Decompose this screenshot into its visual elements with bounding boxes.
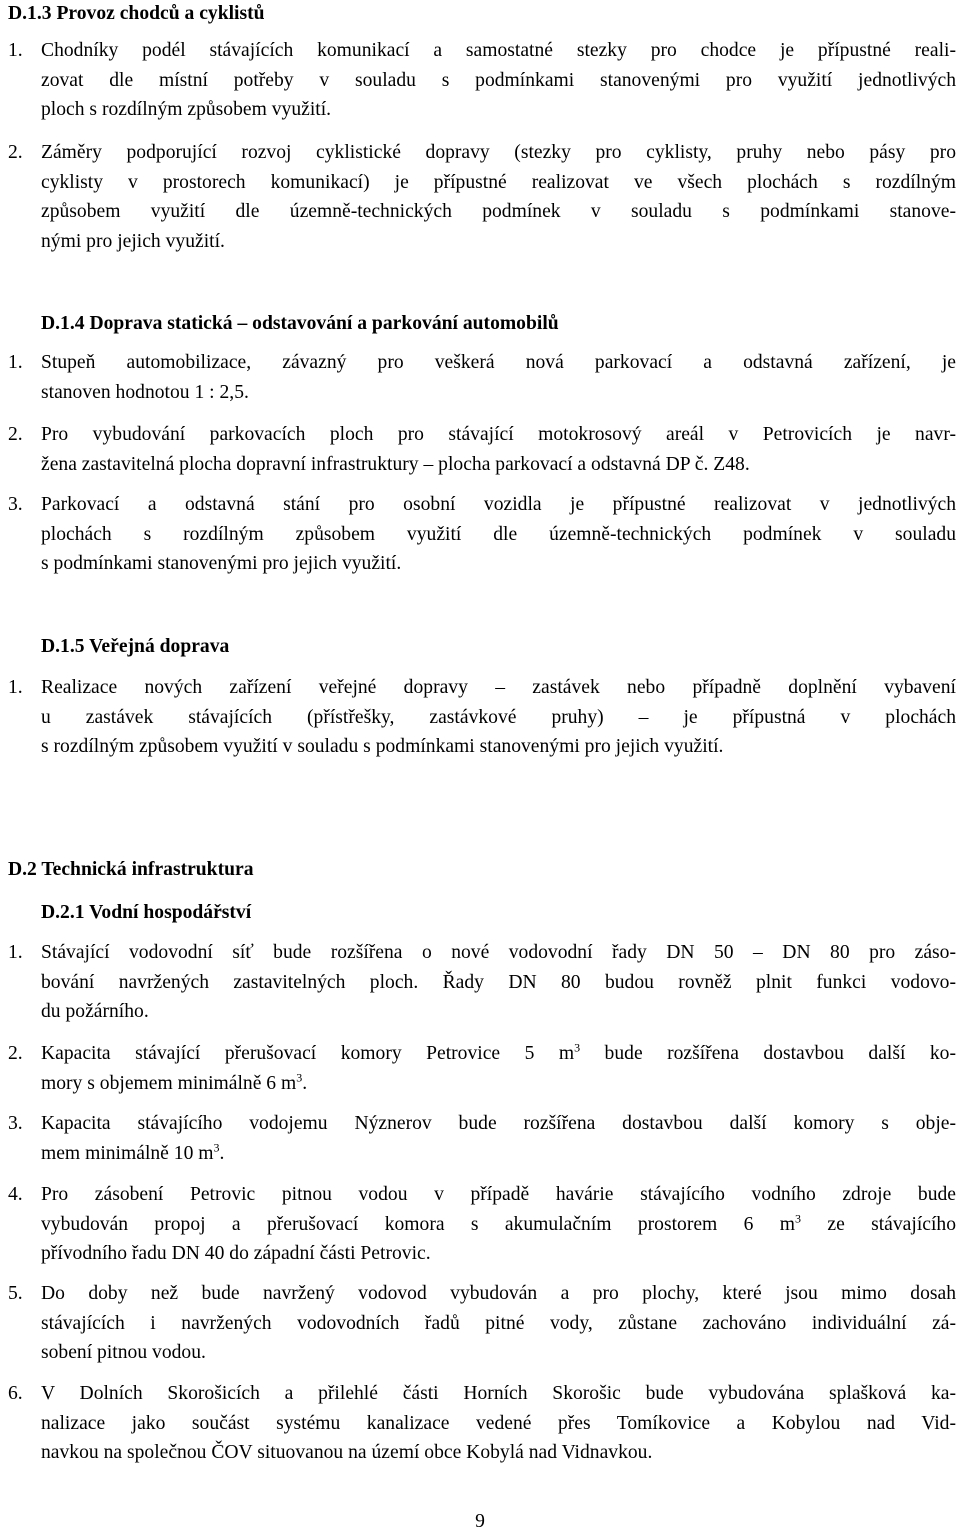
item-text (41, 1039, 956, 1098)
superscript: 3 (296, 1069, 303, 1084)
text-line: nalizace jako součást systému kanalizace vedené přes Tomíkovice a Kobylou nad Vid- (41, 1412, 956, 1434)
item-number: 1. (8, 942, 23, 963)
text-line: Realizace nových zařízení veřejné dopravy – zastávek nebo případně doplnění vybavení (41, 677, 956, 698)
text-line: Záměry podporující rozvoj cyklistické dopravy (stezky pro cyklisty, pruhy nebo pásy pro (41, 142, 956, 163)
item-text (41, 1279, 956, 1368)
text-line: Pro vybudování parkovacích ploch pro stávající motokrosový areál v Petrovicích je navr- (41, 424, 956, 445)
item-number: 2. (8, 424, 23, 445)
text-line: žena zastavitelná plocha dopravní infrastruktury – plocha parkovací a odstavná DP č. Z48. (41, 453, 750, 475)
text-run: Kapacita stávající přerušovací komory Petrovice 5 m (41, 1043, 575, 1064)
text-line: plochách s rozdílným způsobem využití dle územně-technických podmínek v souladu (41, 523, 956, 545)
item-number: 1. (8, 677, 23, 698)
text-line (41, 1069, 956, 1099)
text-line: Do doby než bude navržený vodovod vybudován a pro plochy, které jsou mimo dosah (41, 1283, 956, 1304)
section-heading-d15: D.1.5 Veřejná doprava (41, 636, 230, 657)
section-heading-d2: D.2 Technická infrastruktura (8, 859, 254, 880)
text-line: způsobem využití dle územně-technických podmínek v souladu s podmínkami stanove- (41, 201, 956, 222)
text-line: s podmínkami stanovenými pro jejich využití. (41, 553, 402, 574)
text-run: mem minimálně 10 m (41, 1142, 214, 1164)
text-line: sobení pitnou vodou. (41, 1342, 206, 1363)
text-run: mory s objemem minimálně 6 m (41, 1072, 297, 1094)
superscript: 3 (213, 1139, 220, 1154)
item-number: 6. (8, 1383, 23, 1404)
text-line: u zastávek stávajících (přístřešky, zastávkové pruhy) – je přípustná v plochách (41, 706, 956, 728)
text-line: Pro zásobení Petrovic pitnou vodou v případě havárie stávajícího vodního zdroje bude (41, 1184, 956, 1205)
text-run: bude rozšířena dostavbou další ko- (580, 1043, 956, 1064)
text-line: ploch s rozdílným způsobem využití. (41, 99, 332, 120)
list-item (8, 1109, 956, 1168)
text-line: Parkovací a odstavná stání pro osobní vozidla je přípustné realizovat v jednotlivých (41, 494, 956, 515)
list-item (8, 1180, 956, 1269)
item-text (41, 420, 956, 479)
text-line: Stávající vodovodní síť bude rozšířena o nové vodovodní řady DN 50 – DN 80 pro záso- (41, 942, 956, 963)
text-line: du požárního. (41, 1001, 149, 1022)
item-text (41, 138, 956, 256)
text-line: stávajících i navržených vodovodních řadů pitné vody, zůstane zachováno individuální zá- (41, 1312, 956, 1334)
list-item (8, 36, 956, 125)
list-item (8, 1279, 956, 1368)
list-item (8, 348, 956, 407)
item-text (41, 673, 956, 762)
item-text (41, 490, 956, 579)
item-number: 5. (8, 1283, 23, 1304)
item-text (41, 1109, 956, 1168)
section-heading-d13: D.1.3 Provoz chodců a cyklistů (8, 3, 265, 24)
text-run: . (219, 1142, 225, 1164)
item-number: 1. (8, 352, 23, 373)
list-item (8, 673, 956, 762)
text-line: V Dolních Skorošicích a přilehlé části Horních Skorošic bude vybudována splašková ka- (41, 1383, 956, 1404)
item-number: 3. (8, 494, 23, 515)
superscript: 3 (795, 1210, 802, 1225)
item-text (41, 36, 956, 125)
text-line: stanoven hodnotou 1 : 2,5. (41, 381, 249, 403)
superscript: 3 (574, 1040, 581, 1055)
text-line: přívodního řadu DN 40 do západní části Petrovic. (41, 1243, 431, 1264)
text-line: navkou na společnou ČOV situovanou na území obce Kobylá nad Vidnavkou. (41, 1442, 653, 1463)
item-text (41, 1180, 956, 1269)
text-line (41, 1039, 956, 1069)
text-run: vybudován propoj a přerušovací komora s akumulačním prostorem 6 m (41, 1213, 796, 1235)
item-number: 1. (8, 40, 23, 61)
text-line: Stupeň automobilizace, závazný pro veškerá nová parkovací a odstavná zařízení, je (41, 352, 956, 373)
text-line: bování navržených zastavitelných ploch. Řady DN 80 budou rovněž plnit funkci vodovo- (41, 971, 956, 993)
text-line (41, 1210, 956, 1240)
text-line: s rozdílným způsobem využití v souladu s podmínkami stanovenými pro jejich využití. (41, 736, 724, 757)
list-item (8, 420, 956, 479)
list-item (8, 938, 956, 1027)
text-line: cyklisty v prostorech komunikací) je přípustné realizovat ve všech plochách s rozdílným (41, 171, 956, 193)
list-item (8, 1039, 956, 1098)
item-number: 4. (8, 1184, 23, 1205)
item-number: 3. (8, 1113, 23, 1134)
item-text (41, 348, 956, 407)
text-line: zovat dle místní potřeby v souladu s podmínkami stanovenými pro využití jednotlivých (41, 69, 956, 91)
list-item (8, 1379, 956, 1468)
list-item (8, 138, 956, 256)
item-number: 2. (8, 142, 23, 163)
text-line: Kapacita stávajícího vodojemu Nýznerov bude rozšířena dostavbou další komory s obje- (41, 1113, 956, 1134)
section-heading-d14: D.1.4 Doprava statická – odstavování a parkování automobilů (41, 313, 559, 334)
text-line: Chodníky podél stávajících komunikací a samostatné stezky pro chodce je přípustné reali- (41, 40, 956, 61)
text-line: nými pro jejich využití. (41, 230, 225, 252)
item-number: 2. (8, 1043, 23, 1064)
section-heading-d21: D.2.1 Vodní hospodářství (41, 902, 252, 923)
list-item (8, 490, 956, 579)
text-line (41, 1139, 956, 1169)
text-run: ze stávajícího (801, 1213, 956, 1235)
text-run: . (302, 1072, 308, 1094)
item-text (41, 938, 956, 1027)
page-number: 9 (475, 1511, 485, 1532)
item-text (41, 1379, 956, 1468)
